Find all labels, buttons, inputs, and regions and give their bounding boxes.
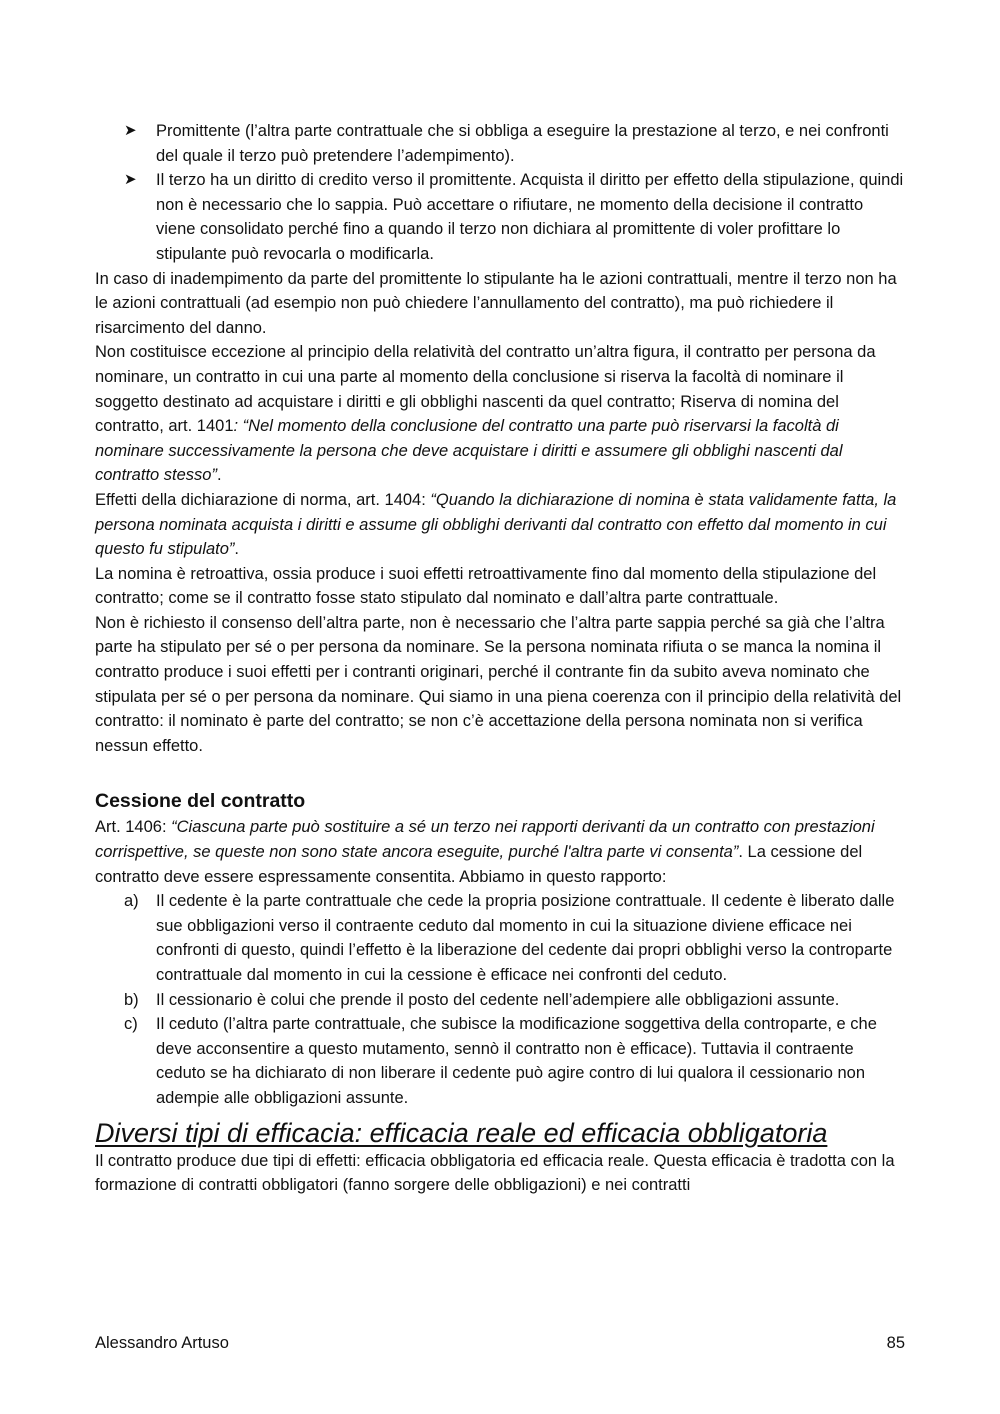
list-label: b): [124, 990, 139, 1009]
bullet-text: Il terzo ha un diritto di credito verso il promittente. Acquista il diritto per effetto della stipulazione, quindi non è necessario che lo sappia. Può accettare o rifiutare, ne momento della decisione il contratto viene consolidato perché fino a quando il terzo non dichiara al promittente di voler profittare lo stipulante può revocarla o modificarla.: [156, 171, 904, 263]
quote-art-1406: “Ciascuna parte può sostituire a sé un terzo nei rapporti derivanti da un contratto con prestazioni corrispettive, se queste non sono state ancora eseguite, purché l'altra parte vi consenta”: [95, 818, 875, 862]
list-item-text: Il cedente è la parte contrattuale che cede la propria posizione contrattuale. Il cedente è liberato dalle sue obbligazioni verso il contraente ceduto dal momento in cui la situazione diviene efficace nei confronti di questo, quindi l’effetto è la liberazione del cedente dai propri obblighi verso la controparte contrattuale dal momento in cui la cessione è efficace nei confronti del ceduto.: [156, 892, 895, 984]
paragraph-text: Art. 1406:: [95, 818, 172, 837]
quote-art-1401: : “Nel momento della conclusione del contratto una parte può riservarsi la facoltà di nominare successivamente la persona che deve acquistare i diritti e assumere gli obblighi nascenti dal contratto stesso”: [95, 417, 843, 485]
paragraph-efficacia: Il contratto produce due tipi di effetti: efficacia obbligatoria ed efficacia reale. Questa efficacia è tradotta con la formazione di contratti obbligatori (fanno sorgere delle obbligazioni) e nei contratti: [95, 1151, 895, 1195]
paragraph-retroattiva: La nomina è retroattiva, ossia produce i suoi effetti retroattivamente fino dal momento della stipulazione del contratto; come se il contratto fosse stato stipulato dal nominato e dall’altra parte contrattuale.: [95, 564, 877, 608]
paragraph-end: .: [234, 540, 240, 559]
paragraph-text: Non costituisce eccezione al principio della relatività del contratto un’altra figura, il contratto per persona da nominare, un contratto in cui una parte al momento della conclusione si riserva la facoltà di nominare il soggetto destinato ad acquistare i diritti e gli obblighi nascenti da quel contratto; Riserva di nomina del contratto, art. 1401: [95, 343, 876, 436]
arrowhead-bullet-icon: ➤: [124, 122, 137, 139]
quote-art-1404: “Quando la dichiarazione di nomina è stata validamente fatta, la persona nominata acquista i diritti e assume gli obblighi derivanti dal contratto con effetto dal momento in cui questo fu stipulato”: [95, 490, 897, 559]
paragraph-art-1406: [95, 815, 907, 889]
paragraph-persona-da-nominare: [95, 340, 907, 488]
list-item-text: Il cessionario è colui che prende il posto del cedente nell’adempiere alle obbligazioni assunte.: [156, 990, 840, 1009]
list-item: [95, 1012, 907, 1110]
list-label: c): [124, 1015, 138, 1034]
paragraph-consenso: Non è richiesto il consenso dell’altra parte, non è necessario che l’altra parte sappia perché sa già che l’altra parte ha stipulato per sé o per persona da nominare. Se la persona nominata rifiuta o se manca la nomina il contratto produce i suoi effetti per i contranti originari, perché il contrante fin da subito aveva nominato che stipulata per sé o per persona da nominare. Qui siamo in una piena coerenza con il principio della relatività del contratto: il nominato è parte del contratto; se non c’è accettazione della persona nominata non si verifica nessun effetto.: [95, 613, 902, 755]
footer-page-number: 85: [886, 1334, 905, 1352]
paragraph-text: . La cessione del contratto deve essere espressamente consentita. Abbiamo in questo rapporto:: [95, 843, 863, 886]
bullet-list: [95, 119, 907, 267]
list-item: [95, 988, 907, 1013]
ordered-list: [95, 889, 907, 1110]
paragraph-effetti: [95, 488, 907, 562]
footer-author: Alessandro Artuso: [95, 1334, 229, 1352]
section-heading-cessione: Cessione del contratto: [95, 790, 306, 813]
section-heading-efficacia: Diversi tipi di efficacia: efficacia reale ed efficacia obbligatoria: [95, 1117, 828, 1148]
arrowhead-bullet-icon: ➤: [124, 171, 137, 189]
paragraph-inadempimento: In caso di inadempimento da parte del promittente lo stipulante ha le azioni contrattuali, mentre il terzo non ha le azioni contrattuali (ad esempio non può chiedere l’annullamento del contratto), ma può richiedere il risarcimento del danno.: [95, 269, 897, 337]
paragraph-end: .: [216, 466, 222, 485]
paragraph-text: Effetti della dichiarazione di norma, art. 1404:: [95, 490, 431, 509]
list-item: [95, 119, 907, 168]
list-item: [95, 168, 907, 266]
list-item-text: Il ceduto (l’altra parte contrattuale, che subisce la modificazione soggettiva della controparte, e che deve acconsentire a questo mutamento, sennò il contratto non è efficace). Tuttavia il contraente ceduto se ha dichiarato di non liberare il cedente può agire contro di lui qualora il cessionario non adempie alle obbligazioni assunte.: [156, 1015, 877, 1107]
page-content: [95, 119, 907, 1198]
list-label: a): [124, 892, 139, 911]
list-item: [95, 889, 907, 987]
bullet-text: Promittente (l’altra parte contrattuale che si obbliga a eseguire la prestazione al terzo, e nei confronti del quale il terzo può pretendere l’adempimento).: [156, 122, 889, 165]
